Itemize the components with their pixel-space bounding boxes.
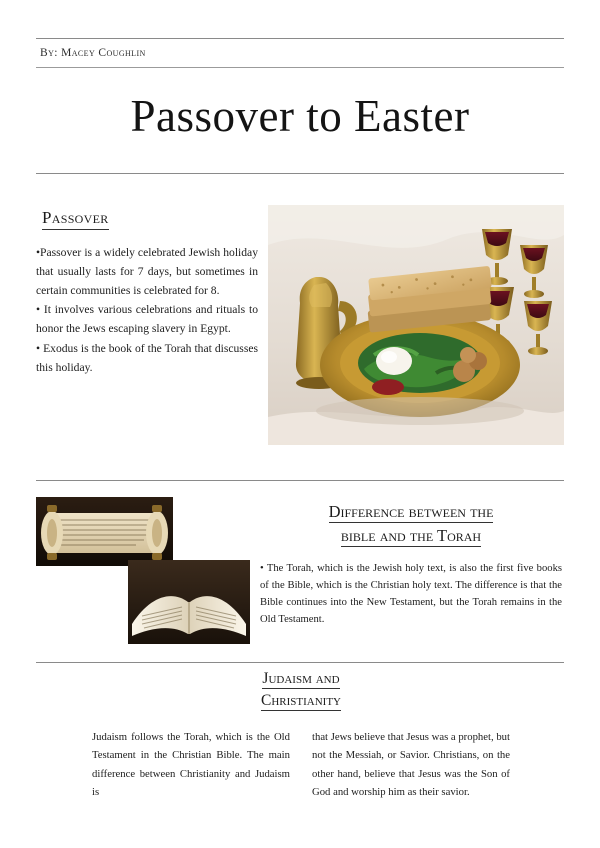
section-difference — [258, 500, 564, 628]
passover-body — [36, 244, 258, 377]
judaism-heading-line2: Christianity — [261, 692, 341, 709]
judaism-column-right-text: that Jews believe that Jesus was a prophet, but not the Messiah, or Savior. Christians, on the other hand, believe that Jesus was the Son of God and worship him as their savior. — [312, 731, 510, 799]
judaism-columns — [92, 728, 510, 802]
byline-text: By: Macey Coughlin — [40, 47, 146, 59]
passover-bullet-2: • It involves various celebrations and rituals to honor the Jews escaping slavery in Egypt. — [36, 303, 258, 336]
passover-bullet-1: •Passover is a widely celebrated Jewish holiday that usually lasts for 7 days, but sometimes in certain communities is celebrated for 8. — [36, 246, 258, 297]
difference-heading-line2: bible and the Torah — [340, 525, 482, 545]
title-rule — [36, 173, 564, 174]
judaism-heading-line1: Judaism and — [262, 670, 340, 687]
byline-bottom-rule — [36, 67, 564, 68]
open-bible-illustration — [128, 560, 250, 644]
section-divider-2 — [36, 662, 564, 663]
seder-plate-illustration — [268, 205, 564, 445]
section-judaism-christianity — [92, 668, 510, 802]
difference-body: • The Torah, which is the Jewish holy text, is also the first five books of the Bible, which is the Christian holy text. The difference is that the Bible continues into the New Testament, but the Torah remains in the Old Testament. — [260, 562, 562, 626]
judaism-column-right — [312, 728, 510, 802]
passover-heading: Passover — [42, 208, 109, 230]
section-passover — [36, 208, 258, 378]
byline-block — [36, 38, 564, 68]
section-divider-1 — [36, 480, 564, 481]
judaism-heading — [92, 668, 510, 712]
title-block — [36, 84, 564, 174]
torah-scroll-illustration — [36, 497, 173, 566]
difference-heading — [258, 500, 564, 548]
judaism-column-left-text: Judaism follows the Torah, which is the Old Testament in the Christian Bible. The main difference between Christianity and Judaism is — [92, 731, 290, 799]
passover-bullet-3: • Exodus is the book of the Torah that discusses this holiday. — [36, 341, 258, 374]
page-title: Passover to Easter — [130, 91, 470, 141]
difference-heading-line1: Difference between the — [328, 502, 494, 521]
judaism-column-left — [92, 728, 290, 802]
torah-scroll-image — [36, 497, 173, 566]
open-bible-image — [128, 560, 250, 644]
passover-seder-image — [268, 205, 564, 445]
